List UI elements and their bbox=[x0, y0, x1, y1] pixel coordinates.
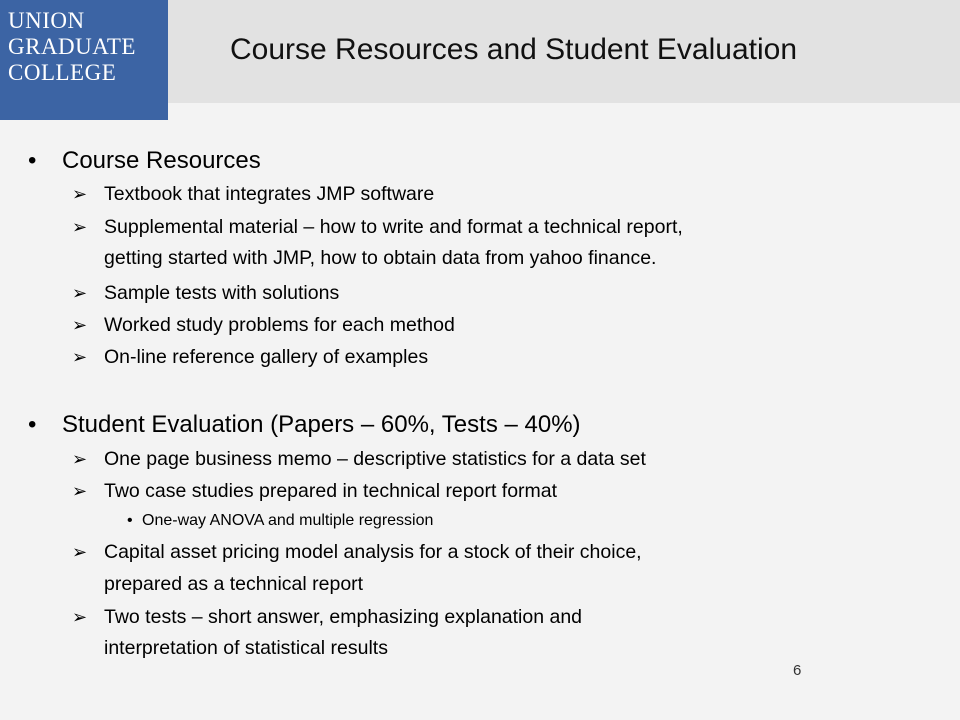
arrow-bullet-icon: ➢ bbox=[72, 283, 88, 303]
list-item-text: Worked study problems for each method bbox=[104, 314, 455, 336]
arrow-bullet-icon: ➢ bbox=[72, 217, 88, 237]
list-item bbox=[72, 179, 435, 209]
arrow-bullet-icon: ➢ bbox=[72, 315, 88, 335]
logo-line-1: UNION bbox=[8, 8, 85, 33]
section-heading-text: Student Evaluation (Papers – 60%, Tests – 40%) bbox=[62, 411, 581, 438]
list-item bbox=[72, 476, 558, 506]
list-item bbox=[72, 342, 429, 372]
list-item bbox=[72, 310, 455, 340]
list-item bbox=[72, 212, 683, 242]
list-item bbox=[72, 602, 583, 632]
slide-title: Course Resources and Student Evaluation bbox=[230, 33, 798, 66]
logo-line-2: GRADUATE bbox=[8, 34, 136, 59]
bullet-icon: • bbox=[28, 147, 37, 174]
arrow-bullet-icon: ➢ bbox=[72, 481, 88, 501]
list-item-text: Textbook that integrates JMP software bbox=[104, 183, 435, 205]
arrow-bullet-icon: ➢ bbox=[72, 607, 88, 627]
list-item bbox=[72, 278, 340, 308]
arrow-bullet-icon: ➢ bbox=[72, 184, 88, 204]
list-item-continuation bbox=[104, 243, 656, 273]
list-item-text: Two tests – short answer, emphasizing explanation and bbox=[104, 606, 583, 628]
bullet-icon: • bbox=[28, 411, 37, 438]
sub-list-item-text: One-way ANOVA and multiple regression bbox=[142, 512, 434, 529]
arrow-bullet-icon: ➢ bbox=[72, 542, 88, 562]
arrow-bullet-icon: ➢ bbox=[72, 449, 88, 469]
list-item-text: Supplemental material – how to write and format a technical report, bbox=[104, 216, 683, 238]
list-item-text: On-line reference gallery of examples bbox=[104, 346, 429, 368]
section-heading-course-resources bbox=[28, 147, 261, 175]
list-item-text: Sample tests with solutions bbox=[104, 282, 340, 304]
list-item-text: Capital asset pricing model analysis for a stock of their choice, bbox=[104, 541, 642, 563]
arrow-bullet-icon: ➢ bbox=[72, 347, 88, 367]
list-item-continuation bbox=[104, 633, 388, 663]
page-number: 6 bbox=[793, 662, 802, 679]
list-item-text: Two case studies prepared in technical report format bbox=[104, 480, 558, 502]
logo-line-3: COLLEGE bbox=[8, 60, 117, 85]
list-item bbox=[72, 537, 642, 567]
sub-list-item bbox=[127, 510, 434, 532]
list-item-text: One page business memo – descriptive statistics for a data set bbox=[104, 448, 646, 470]
list-item bbox=[72, 444, 646, 474]
list-item-text: prepared as a technical report bbox=[104, 573, 364, 595]
small-bullet-icon: • bbox=[127, 512, 133, 529]
list-item-text: interpretation of statistical results bbox=[104, 637, 388, 659]
list-item-text: getting started with JMP, how to obtain data from yahoo finance. bbox=[104, 247, 657, 269]
list-item-continuation bbox=[104, 569, 363, 599]
section-heading-text: Course Resources bbox=[62, 147, 261, 174]
section-heading-student-evaluation bbox=[28, 411, 581, 439]
